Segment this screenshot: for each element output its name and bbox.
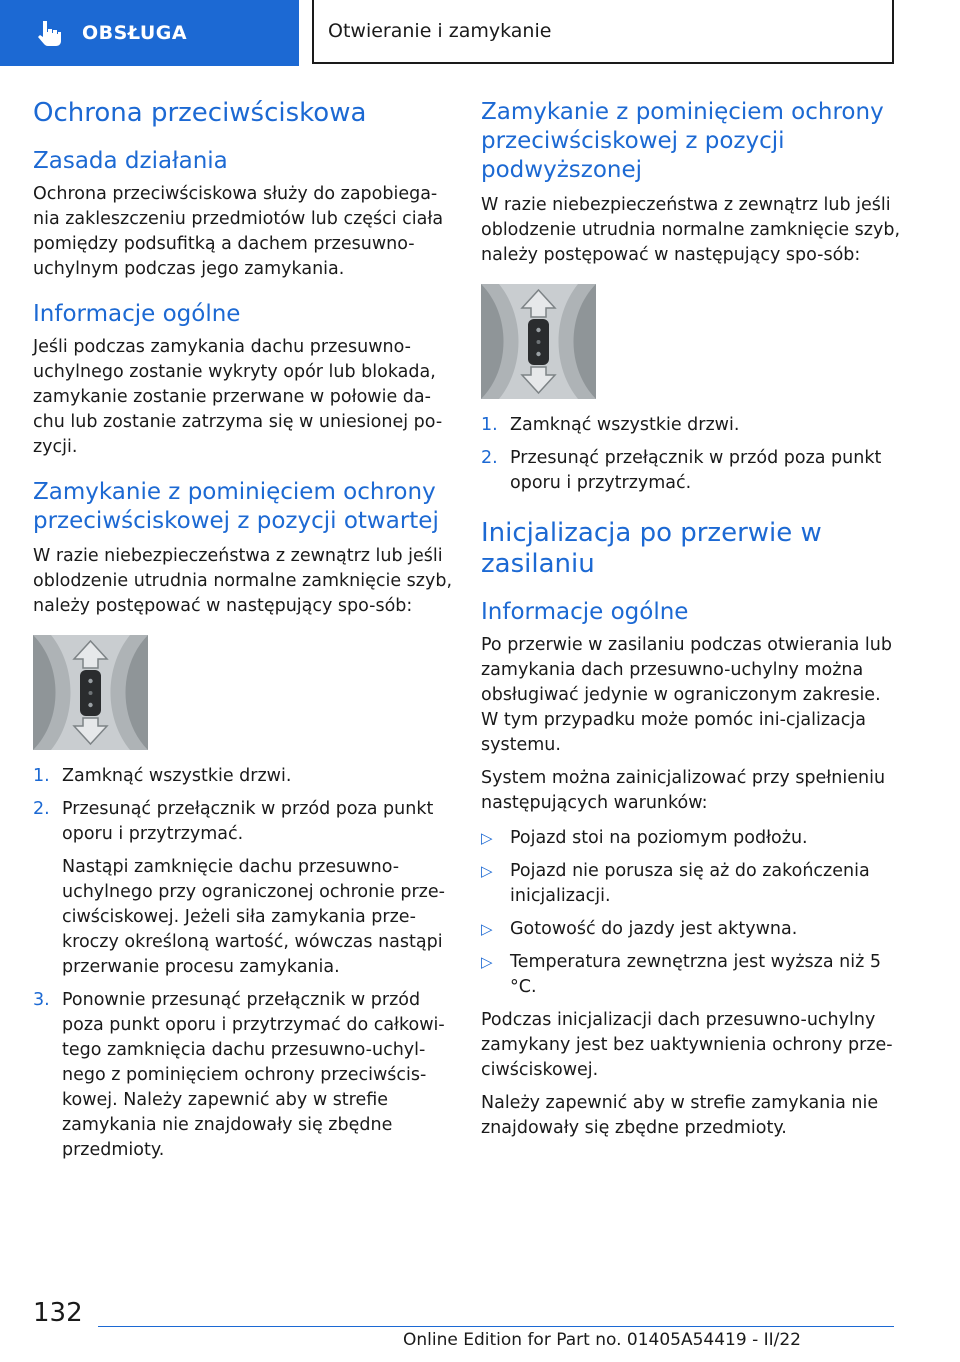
roof-switch-photo xyxy=(481,284,596,399)
text-general-left: Jeśli podczas zamykania dachu przesuwno-uchylnego zostanie wykryty opór lub blokada, zamykanie zostanie przerwane w połowie da-chu lub zostanie zatrzyma się w uniesionej po-zycji. xyxy=(33,337,443,457)
steps-open xyxy=(33,764,453,1163)
step-number: 1. xyxy=(33,766,50,786)
list-item-text: Temperatura zewnętrzna jest wyższa niż 5 °C. xyxy=(510,952,881,997)
text-conditions: System można zainicjalizować przy spełnieniu następujących warunków: xyxy=(481,768,886,813)
step-text: Zamknąć wszystkie drzwi. xyxy=(510,415,740,435)
list-item xyxy=(481,950,901,1000)
triangle-bullet-icon: ▷ xyxy=(481,953,493,971)
step-item xyxy=(33,764,453,789)
list-item-text: Gotowość do jazdy jest aktywna. xyxy=(510,919,798,939)
triangle-bullet-icon: ▷ xyxy=(481,920,493,938)
section-tab xyxy=(0,0,299,66)
heading-override-open: Zamykanie z pominięciem ochrony przeciwściskowej z pozycji otwartej xyxy=(33,479,439,534)
list-item-text: Pojazd stoi na poziomym podłożu. xyxy=(510,828,808,848)
hand-pointer-icon xyxy=(34,18,64,48)
text-general-right: Po przerwie w zasilaniu podczas otwierania lub zamykania dach przesuwno-uchylny można obsługiwać jedynie w ograniczonym zakresie. W tym przypadku może pomóc ini-cjalizacja systemu. xyxy=(481,635,892,755)
roof-switch-illustration xyxy=(481,284,596,399)
list-item xyxy=(481,917,901,942)
text-principle: Ochrona przeciwściskowa służy do zapobiega-nia zakleszczeniu przedmiotów lub części ciała pomiędzy podsufitką a dachem przesuwno-uchylnym podczas jego zamykania. xyxy=(33,184,444,279)
step-subtext: Nastąpi zamknięcie dachu przesuwno-uchylnego przy ograniczonej ochronie prze-ciwściskowej. Jeżeli siła zamykania prze-kroczy określoną wartość, wówczas nastąpi przerwanie procesu zamykania. xyxy=(62,857,445,977)
conditions-list xyxy=(481,826,901,1000)
list-item xyxy=(481,859,901,909)
step-text: Przesunąć przełącznik w przód poza punkt oporu i przytrzymać. xyxy=(510,448,882,493)
list-item-text: Pojazd nie porusza się aż do zakończenia inicjalizacji. xyxy=(510,861,870,906)
step-text: Zamknąć wszystkie drzwi. xyxy=(62,766,292,786)
page-number: 132 xyxy=(33,1298,83,1328)
list-item xyxy=(481,826,901,851)
left-column xyxy=(33,98,453,1171)
step-text: Przesunąć przełącznik w przód poza punkt oporu i przytrzymać. xyxy=(62,799,434,844)
triangle-bullet-icon: ▷ xyxy=(481,829,493,847)
text-during-init: Podczas inicjalizacji dach przesuwno-uchylny zamykany jest bez uaktywnienia ochrony prze-ciwściskowej. xyxy=(481,1010,893,1080)
steps-raised xyxy=(481,413,901,496)
step-item xyxy=(481,413,901,438)
heading-general-right: Informacje ogólne xyxy=(481,599,689,625)
step-item xyxy=(33,797,453,980)
roof-switch-photo xyxy=(33,635,148,750)
section-label: OBSŁUGA xyxy=(82,22,188,44)
text-ensure: Należy zapewnić aby w strefie zamykania nie znajdowały się zbędne przedmioty. xyxy=(481,1093,879,1138)
step-item xyxy=(33,988,453,1163)
roof-switch-illustration xyxy=(33,635,148,750)
footer-edition: Online Edition for Part no. 01405A54419 - II/22 xyxy=(402,1330,801,1350)
heading-override-raised: Zamykanie z pominięciem ochrony przeciwściskowej z pozycji podwyższonej xyxy=(481,99,884,183)
text-override-open: W razie niebezpieczeństwa z zewnątrz lub jeśli oblodzenie utrudnia normalne zamknięcie szyb, należy postępować w następujący spo-sób: xyxy=(33,546,453,616)
chapter-title: Otwieranie i zamykanie xyxy=(312,0,894,64)
right-column xyxy=(481,98,901,1141)
heading-principle: Zasada działania xyxy=(33,148,228,174)
footer-divider xyxy=(98,1326,894,1327)
triangle-bullet-icon: ▷ xyxy=(481,862,493,880)
step-number: 1. xyxy=(481,415,498,435)
step-item xyxy=(481,446,901,496)
step-number: 3. xyxy=(33,990,50,1010)
step-text: Ponownie przesunąć przełącznik w przód poza punkt oporu i przytrzymać do całkowi-tego zamknięcia dachu przesuwno-uchyl-nego z pominięciem ochrony przeciwścis-kowej. Należy zapewnić aby w strefie zamykania nie znajdowały się zbędne przedmioty. xyxy=(62,990,445,1160)
step-number: 2. xyxy=(481,448,498,468)
step-number: 2. xyxy=(33,799,50,819)
heading-general-left: Informacje ogólne xyxy=(33,301,241,327)
text-override-raised: W razie niebezpieczeństwa z zewnątrz lub jeśli oblodzenie utrudnia normalne zamknięcie szyb, należy postępować w następujący spo-sób: xyxy=(481,195,901,265)
heading-initialization: Inicjalizacja po przerwie w zasilaniu xyxy=(481,518,822,579)
page-title: Ochrona przeciwściskowa xyxy=(33,98,367,128)
